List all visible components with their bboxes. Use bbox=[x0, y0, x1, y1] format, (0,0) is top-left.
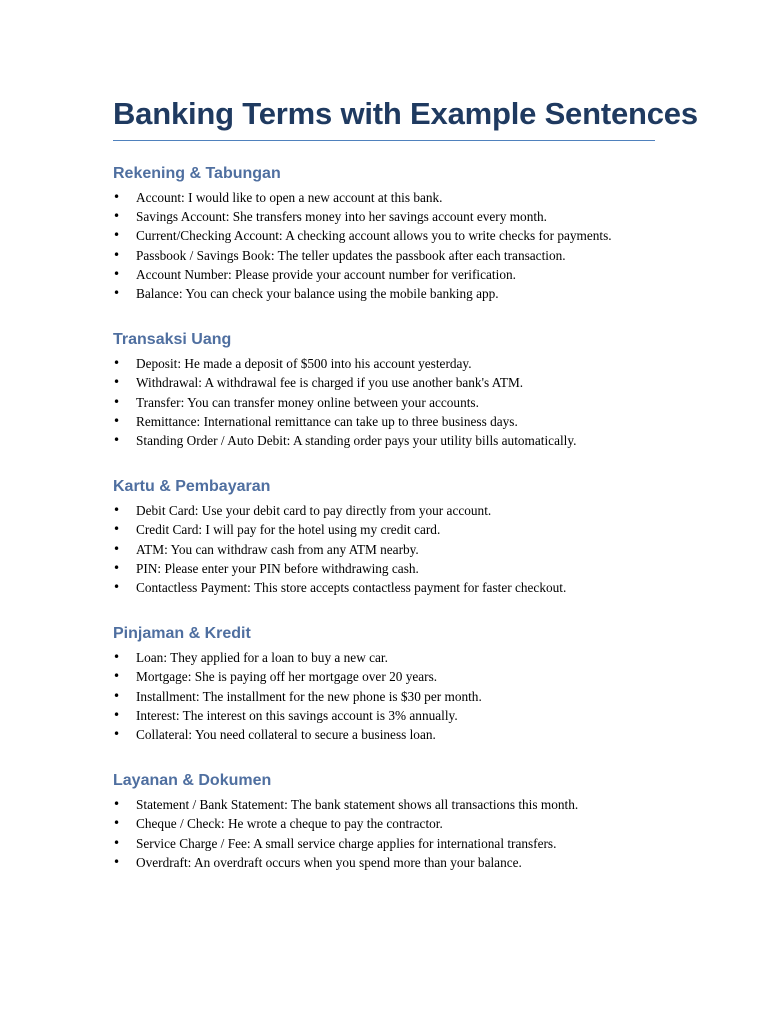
list-item bbox=[113, 246, 655, 265]
list-item bbox=[113, 393, 655, 412]
list-item-text: ATM: You can withdraw cash from any ATM nearby. bbox=[136, 541, 419, 557]
list-item-text: Service Charge / Fee: A small service charge applies for international transfers. bbox=[136, 835, 557, 851]
list-item bbox=[113, 540, 655, 559]
term-list bbox=[113, 501, 655, 597]
bullet-icon: • bbox=[113, 854, 121, 869]
term-list bbox=[113, 188, 655, 303]
list-item bbox=[113, 559, 655, 578]
bullet-icon: • bbox=[113, 727, 121, 742]
list-item bbox=[113, 687, 655, 706]
list-item-text: Installment: The installment for the new phone is $30 per month. bbox=[136, 688, 482, 704]
list-item-text: Transfer: You can transfer money online between your accounts. bbox=[136, 394, 479, 410]
list-item bbox=[113, 834, 655, 853]
bullet-icon: • bbox=[113, 707, 121, 722]
list-item-text: Deposit: He made a deposit of $500 into his account yesterday. bbox=[136, 356, 472, 372]
list-item-text: Passbook / Savings Book: The teller updates the passbook after each transaction. bbox=[136, 247, 566, 263]
list-item-text: Statement / Bank Statement: The bank statement shows all transactions this month. bbox=[136, 797, 579, 813]
bullet-icon: • bbox=[113, 209, 121, 224]
list-item bbox=[113, 207, 655, 226]
bullet-icon: • bbox=[113, 394, 121, 409]
bullet-icon: • bbox=[113, 522, 121, 537]
list-item-text: Contactless Payment: This store accepts contactless payment for faster checkout. bbox=[136, 580, 567, 596]
document-title: Banking Terms with Example Sentences bbox=[113, 94, 655, 141]
list-item bbox=[113, 501, 655, 520]
list-item-text: Overdraft: An overdraft occurs when you spend more than your balance. bbox=[136, 854, 522, 870]
term-list bbox=[113, 795, 655, 872]
bullet-icon: • bbox=[113, 266, 121, 281]
bullet-icon: • bbox=[113, 433, 121, 448]
list-item-text: Collateral: You need collateral to secure a business loan. bbox=[136, 727, 436, 743]
list-item bbox=[113, 373, 655, 392]
list-item bbox=[113, 853, 655, 872]
list-item-text: Mortgage: She is paying off her mortgage over 20 years. bbox=[136, 669, 438, 685]
section bbox=[113, 330, 655, 450]
list-item bbox=[113, 284, 655, 303]
list-item-text: PIN: Please enter your PIN before withdrawing cash. bbox=[136, 560, 419, 576]
section-heading: Kartu & Pembayaran bbox=[113, 478, 271, 496]
list-item-text: Interest: The interest on this savings account is 3% annually. bbox=[136, 707, 458, 723]
term-list bbox=[113, 354, 655, 450]
bullet-icon: • bbox=[113, 816, 121, 831]
list-item bbox=[113, 725, 655, 744]
bullet-icon: • bbox=[113, 688, 121, 703]
list-item bbox=[113, 226, 655, 245]
bullet-icon: • bbox=[113, 835, 121, 850]
bullet-icon: • bbox=[113, 503, 121, 518]
section bbox=[113, 624, 655, 744]
bullet-icon: • bbox=[113, 228, 121, 243]
list-item bbox=[113, 667, 655, 686]
bullet-icon: • bbox=[113, 560, 121, 575]
section-heading: Transaksi Uang bbox=[113, 331, 232, 349]
bullet-icon: • bbox=[113, 413, 121, 428]
document-page bbox=[113, 94, 698, 872]
list-item bbox=[113, 578, 655, 597]
list-item-text: Withdrawal: A withdrawal fee is charged if you use another bank's ATM. bbox=[136, 375, 524, 391]
bullet-icon: • bbox=[113, 580, 121, 595]
section bbox=[113, 477, 655, 597]
section bbox=[113, 771, 655, 872]
list-item-text: Account Number: Please provide your account number for verification. bbox=[136, 266, 516, 282]
bullet-icon: • bbox=[113, 650, 121, 665]
term-list bbox=[113, 648, 655, 744]
bullet-icon: • bbox=[113, 190, 121, 204]
list-item bbox=[113, 648, 655, 667]
list-item-text: Debit Card: Use your debit card to pay directly from your account. bbox=[136, 503, 492, 519]
bullet-icon: • bbox=[113, 247, 121, 262]
section-heading: Rekening & Tabungan bbox=[113, 165, 281, 182]
list-item-text: Loan: They applied for a loan to buy a new car. bbox=[136, 650, 388, 666]
list-item bbox=[113, 265, 655, 284]
sections-container bbox=[113, 164, 655, 872]
section-heading: Layanan & Dokumen bbox=[113, 772, 272, 790]
list-item bbox=[113, 814, 655, 833]
section-heading: Pinjaman & Kredit bbox=[113, 625, 251, 643]
list-item-text: Credit Card: I will pay for the hotel using my credit card. bbox=[136, 522, 441, 538]
list-item-text: Standing Order / Auto Debit: A standing order pays your utility bills automatically. bbox=[136, 433, 577, 449]
list-item bbox=[113, 706, 655, 725]
list-item bbox=[113, 431, 655, 450]
bullet-icon: • bbox=[113, 356, 121, 371]
list-item bbox=[113, 520, 655, 539]
list-item bbox=[113, 188, 655, 207]
list-item bbox=[113, 354, 655, 373]
list-item-text: Savings Account: She transfers money into her savings account every month. bbox=[136, 209, 548, 225]
list-item-text: Cheque / Check: He wrote a cheque to pay the contractor. bbox=[136, 816, 443, 832]
list-item bbox=[113, 795, 655, 814]
list-item-text: Balance: You can check your balance using the mobile banking app. bbox=[136, 286, 499, 302]
list-item-text: Current/Checking Account: A checking account allows you to write checks for payments. bbox=[136, 228, 612, 244]
bullet-icon: • bbox=[113, 286, 121, 301]
bullet-icon: • bbox=[113, 375, 121, 390]
bullet-icon: • bbox=[113, 669, 121, 684]
bullet-icon: • bbox=[113, 797, 121, 812]
bullet-icon: • bbox=[113, 541, 121, 556]
list-item bbox=[113, 412, 655, 431]
list-item-text: Remittance: International remittance can take up to three business days. bbox=[136, 413, 518, 429]
list-item-text: Account: I would like to open a new account at this bank. bbox=[136, 190, 443, 205]
section bbox=[113, 164, 655, 303]
